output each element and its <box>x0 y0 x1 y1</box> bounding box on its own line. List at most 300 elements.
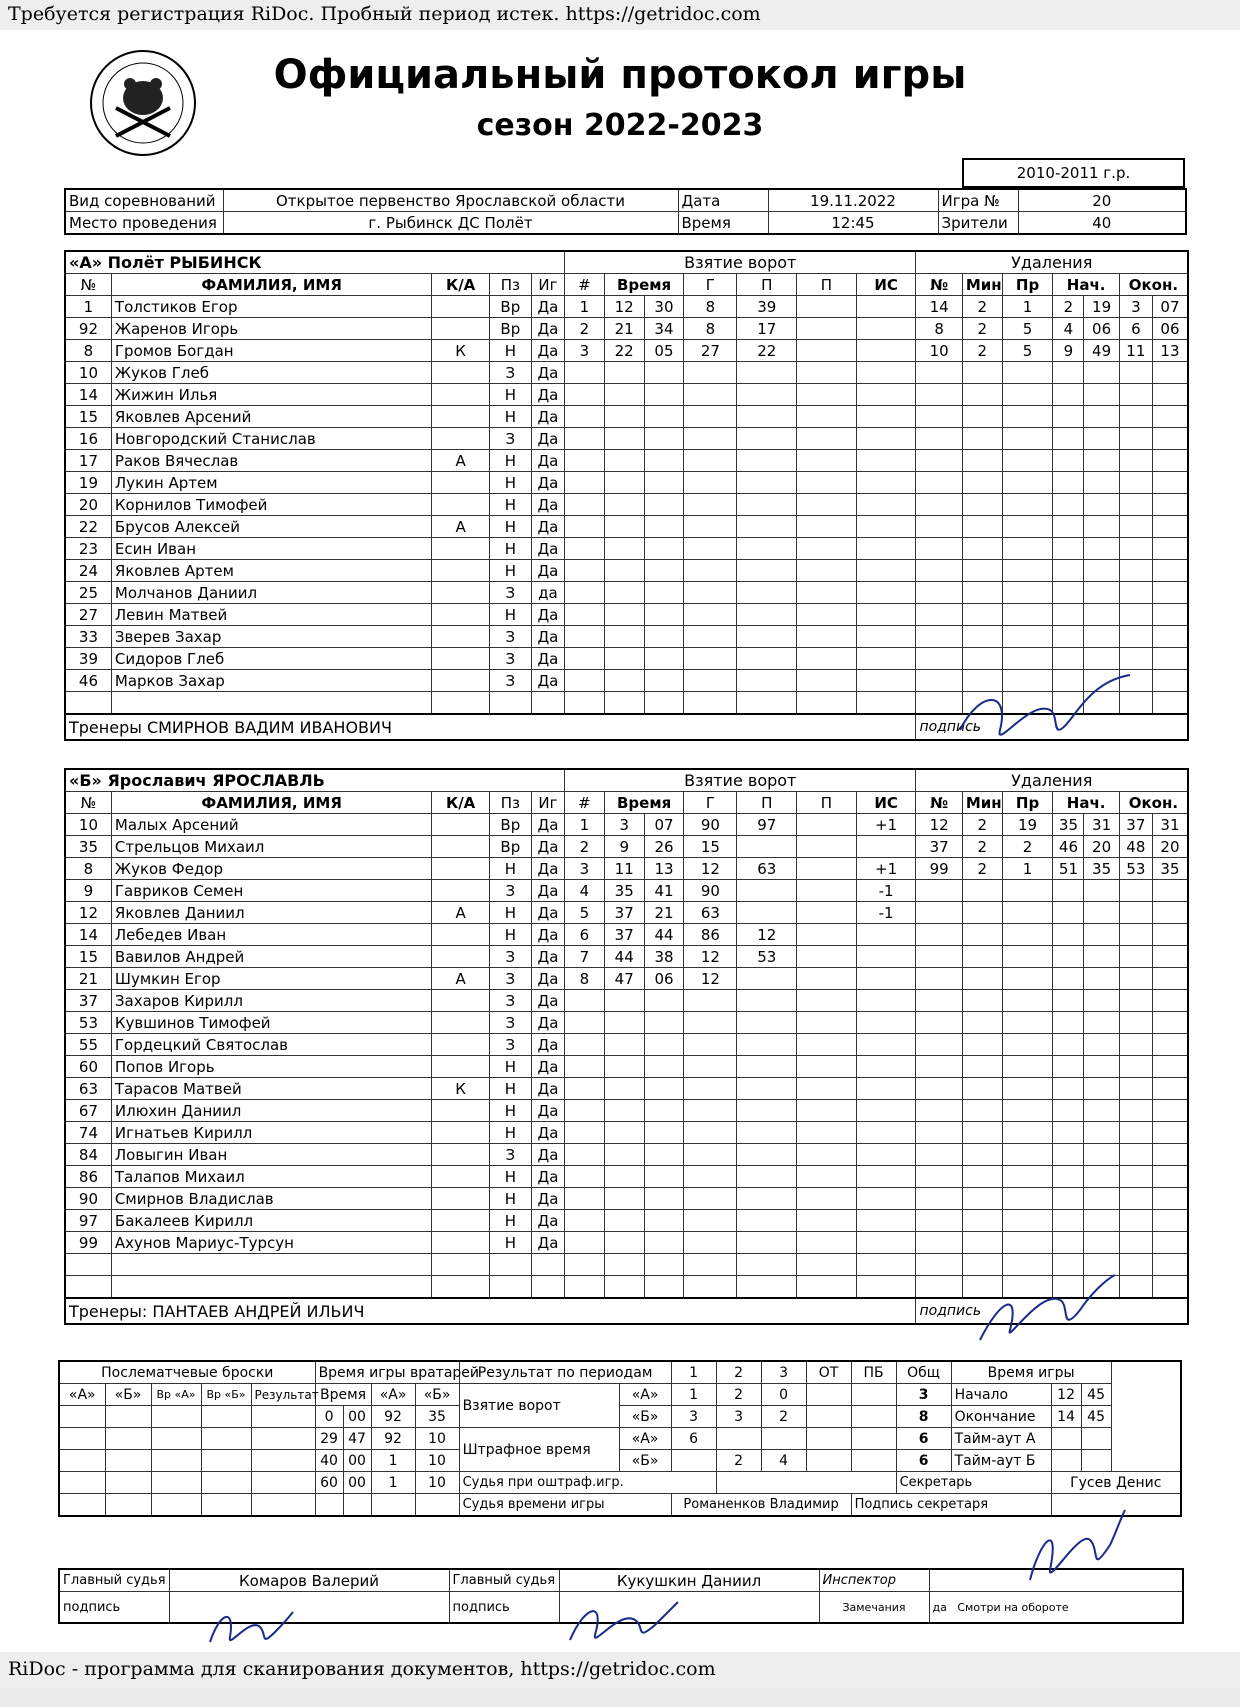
pen-no-header: № <box>916 792 962 814</box>
penalty-end-sec <box>1152 604 1188 626</box>
gk-row-2-a: 92 <box>371 1428 415 1450</box>
chief-referee-label-1: Главный судья <box>59 1569 169 1592</box>
penalty-player <box>916 1078 962 1100</box>
penalty-end-sec <box>1152 692 1188 715</box>
penalty-end-sec <box>1152 946 1188 968</box>
player-played: Да <box>531 1122 564 1144</box>
goal-assist-1 <box>737 494 797 516</box>
player-row <box>65 880 1188 902</box>
player-position: Н <box>489 1078 531 1100</box>
player-number: 14 <box>65 924 111 946</box>
goal-number <box>565 406 605 428</box>
player-row <box>65 538 1188 560</box>
goal-number <box>565 494 605 516</box>
goal-assist-1 <box>737 1012 797 1034</box>
player-captain <box>432 670 489 692</box>
game-no-value: 20 <box>1018 189 1186 212</box>
player-played: Да <box>531 990 564 1012</box>
goal-assist-1 <box>737 990 797 1012</box>
goal-scorer <box>684 1276 737 1299</box>
player-captain: К <box>432 1078 489 1100</box>
penalty-player: 8 <box>916 318 962 340</box>
chief-referee-1: Комаров Валерий <box>169 1569 449 1592</box>
goal-situation <box>856 626 916 648</box>
goal-situation <box>856 560 916 582</box>
penalty-minutes <box>962 946 1002 968</box>
player-row <box>65 858 1188 880</box>
penalty-start-min: 4 <box>1053 318 1084 340</box>
penalty-minutes: 2 <box>962 814 1002 836</box>
penalty-player <box>916 1100 962 1122</box>
player-captain <box>432 1232 489 1254</box>
penalty-player: 14 <box>916 296 962 318</box>
penalty-start-min <box>1053 450 1084 472</box>
player-captain: А <box>432 450 489 472</box>
date-label: Дата <box>678 189 768 212</box>
penalty-player <box>916 1056 962 1078</box>
penalty-player <box>916 648 962 670</box>
penalty-start-min <box>1053 648 1084 670</box>
goal-number: 6 <box>565 924 605 946</box>
goal-second <box>644 1122 684 1144</box>
pen-pr-header: Пр <box>1002 792 1053 814</box>
goal-situation: +1 <box>856 814 916 836</box>
player-number: 21 <box>65 968 111 990</box>
player-position: Н <box>489 902 531 924</box>
penalty-minutes <box>962 968 1002 990</box>
start-label: Начало <box>951 1384 1051 1406</box>
penalty-end-sec <box>1152 384 1188 406</box>
timeout-a-label: Тайм-аут А <box>951 1428 1051 1450</box>
goal-situation-header: ИС <box>856 274 916 296</box>
player-row <box>65 1122 1188 1144</box>
goal-second <box>644 648 684 670</box>
penalty-end-sec: 35 <box>1152 858 1188 880</box>
goal-scorer: 12 <box>684 946 737 968</box>
penalty-start-min <box>1053 1012 1084 1034</box>
penalty-start-min <box>1053 924 1084 946</box>
penalty-minutes <box>962 1078 1002 1100</box>
goal-second: 44 <box>644 924 684 946</box>
player-number: 1 <box>65 296 111 318</box>
player-name: Корнилов Тимофей <box>111 494 431 516</box>
player-played: Да <box>531 1078 564 1100</box>
penalty-player <box>916 924 962 946</box>
penalty-reason: 5 <box>1002 318 1053 340</box>
goal-situation <box>856 1232 916 1254</box>
player-row <box>65 924 1188 946</box>
penalty-start-min: 51 <box>1053 858 1084 880</box>
penalty-reason <box>1002 1100 1053 1122</box>
player-position: Н <box>489 340 531 362</box>
penalty-start-sec <box>1084 880 1119 902</box>
penalty-player <box>916 406 962 428</box>
goal-assist-2 <box>797 1122 857 1144</box>
penalty-player <box>916 1166 962 1188</box>
penalty-end-min <box>1119 560 1152 582</box>
player-played: Да <box>531 1012 564 1034</box>
penalty-minutes <box>962 384 1002 406</box>
goal-time-header: Время <box>604 274 684 296</box>
goal-number <box>565 1276 605 1299</box>
penalty-reason <box>1002 648 1053 670</box>
penalty-player <box>916 428 962 450</box>
goals-b-p1: 3 <box>671 1406 716 1428</box>
gk-b-header: «Б» <box>415 1384 459 1406</box>
penalty-minutes <box>962 880 1002 902</box>
penalty-start-sec <box>1084 538 1119 560</box>
goal-assist-2 <box>797 990 857 1012</box>
goal-number: 1 <box>565 296 605 318</box>
goal-minute <box>604 538 644 560</box>
goals-b-total: 8 <box>896 1406 951 1428</box>
pim-a-total: 6 <box>896 1428 951 1450</box>
goal-assist-2 <box>797 946 857 968</box>
goal-situation <box>856 1210 916 1232</box>
penalty-player <box>916 1188 962 1210</box>
penalty-end-min <box>1119 472 1152 494</box>
penalty-end-min <box>1119 1188 1152 1210</box>
gk-row-2-s: 47 <box>343 1428 371 1450</box>
player-captain <box>432 428 489 450</box>
penalty-start-sec: 19 <box>1084 296 1119 318</box>
player-captain <box>432 814 489 836</box>
venue-label: Место проведения <box>65 212 223 235</box>
penalty-end-sec <box>1152 560 1188 582</box>
penalty-end-sec <box>1152 990 1188 1012</box>
penalty-start-min <box>1053 362 1084 384</box>
goal-assist-1: 22 <box>737 340 797 362</box>
goal-minute <box>604 990 644 1012</box>
penalty-end-min <box>1119 1144 1152 1166</box>
player-row <box>65 990 1188 1012</box>
penalty-start-sec <box>1084 626 1119 648</box>
player-captain <box>432 1276 489 1299</box>
penalty-reason <box>1002 472 1053 494</box>
player-captain <box>432 1034 489 1056</box>
goal-number <box>565 428 605 450</box>
penalty-start-min <box>1053 516 1084 538</box>
penalty-player <box>916 516 962 538</box>
goal-situation <box>856 1166 916 1188</box>
goals-b-p2: 3 <box>716 1406 761 1428</box>
goal-minute <box>604 582 644 604</box>
player-number: 17 <box>65 450 111 472</box>
pim-b-p2: 2 <box>716 1450 761 1472</box>
periods-title: Результат по периодам <box>459 1361 671 1384</box>
player-row <box>65 318 1188 340</box>
team_a-name: «А» Полёт РЫБИНСК <box>65 251 565 274</box>
penalty-player <box>916 560 962 582</box>
player-position: Н <box>489 560 531 582</box>
penalty-start-sec <box>1084 946 1119 968</box>
gk-row-1-a: 92 <box>371 1406 415 1428</box>
goal-minute: 35 <box>604 880 644 902</box>
player-captain <box>432 990 489 1012</box>
penalty-player <box>916 1034 962 1056</box>
goal-assist-1 <box>737 1122 797 1144</box>
goal-second <box>644 472 684 494</box>
goal-scorer <box>684 1210 737 1232</box>
penalty-start-sec: 35 <box>1084 858 1119 880</box>
penalty-end-min <box>1119 516 1152 538</box>
player-row <box>65 1210 1188 1232</box>
signature-label-1: подпись <box>59 1592 169 1624</box>
period-2-header: 2 <box>716 1361 761 1384</box>
penalty-end-min <box>1119 1166 1152 1188</box>
player-name: Вавилов Андрей <box>111 946 431 968</box>
player-position <box>489 1254 531 1276</box>
goal-assist-2 <box>797 428 857 450</box>
player-number: 97 <box>65 1210 111 1232</box>
player-number: 55 <box>65 1034 111 1056</box>
player-row <box>65 1056 1188 1078</box>
goal-minute: 11 <box>604 858 644 880</box>
date-value: 19.11.2022 <box>768 189 938 212</box>
player-position: Н <box>489 1210 531 1232</box>
player-row <box>65 1034 1188 1056</box>
goal-assist1-header: П <box>737 274 797 296</box>
penalty-minutes: 2 <box>962 340 1002 362</box>
goal-number <box>565 670 605 692</box>
penalty-player <box>916 1144 962 1166</box>
player-played: Да <box>531 340 564 362</box>
goal-second <box>644 1034 684 1056</box>
penalty-start-min <box>1053 968 1084 990</box>
pim-a-p1: 6 <box>671 1428 716 1450</box>
goal-assist-1 <box>737 362 797 384</box>
player-row <box>65 836 1188 858</box>
goal-situation: -1 <box>856 902 916 924</box>
gk-row-2-m: 29 <box>315 1428 343 1450</box>
player-number: 8 <box>65 858 111 880</box>
time-label: Время <box>678 212 768 235</box>
player-name: Марков Захар <box>111 670 431 692</box>
player-name: Бакалеев Кирилл <box>111 1210 431 1232</box>
gk-time-header: Время <box>315 1384 371 1406</box>
goal-assist-2 <box>797 1056 857 1078</box>
goal-assist-2 <box>797 538 857 560</box>
goal-minute <box>604 384 644 406</box>
penalty-start-min <box>1053 560 1084 582</box>
player-position: Н <box>489 1100 531 1122</box>
goal-second <box>644 1210 684 1232</box>
player-name: Брусов Алексей <box>111 516 431 538</box>
penalty-player <box>916 494 962 516</box>
player-row <box>65 814 1188 836</box>
penalty-start-min <box>1053 604 1084 626</box>
goal-assist-1 <box>737 428 797 450</box>
pen-start-header: Нач. <box>1053 274 1119 296</box>
player-name: Малых Арсений <box>111 814 431 836</box>
penalty-player <box>916 362 962 384</box>
col-name-header: ФАМИЛИЯ, ИМЯ <box>111 792 431 814</box>
penalty-end-min <box>1119 1232 1152 1254</box>
player-captain <box>432 1254 489 1276</box>
player-captain <box>432 472 489 494</box>
goal-second <box>644 1254 684 1276</box>
goal-scorer <box>684 582 737 604</box>
spectators-value: 40 <box>1018 212 1186 235</box>
player-name: Молчанов Даниил <box>111 582 431 604</box>
player-row <box>65 406 1188 428</box>
penalty-reason <box>1002 1056 1053 1078</box>
player-position: З <box>489 648 531 670</box>
player-played: Да <box>531 494 564 516</box>
player-captain <box>432 648 489 670</box>
penalty-end-min <box>1119 538 1152 560</box>
player-played: Да <box>531 858 564 880</box>
gk-row-1-b: 35 <box>415 1406 459 1428</box>
penalty-start-sec <box>1084 560 1119 582</box>
pim-b-pb <box>851 1450 896 1472</box>
goal-assist-1 <box>737 902 797 924</box>
goal-number <box>565 1188 605 1210</box>
goal-number <box>565 1254 605 1276</box>
start-hour: 12 <box>1051 1384 1081 1406</box>
penalty-end-min <box>1119 946 1152 968</box>
goal-assist-2 <box>797 626 857 648</box>
goals-a-ot <box>806 1384 851 1406</box>
player-position: З <box>489 582 531 604</box>
goals-a-pb <box>851 1384 896 1406</box>
goal-scorer: 15 <box>684 836 737 858</box>
penalty-start-min <box>1053 1144 1084 1166</box>
app-footer-banner: RiDoc - программа для сканирования документов, https://getridoc.com <box>0 1652 1240 1687</box>
player-captain <box>432 1012 489 1034</box>
player-name: Захаров Кирилл <box>111 990 431 1012</box>
penalty-end-min <box>1119 1078 1152 1100</box>
player-position: З <box>489 1012 531 1034</box>
signature-chief-2 <box>560 1590 680 1650</box>
goal-assist-2 <box>797 814 857 836</box>
col-name-header: ФАМИЛИЯ, ИМЯ <box>111 274 431 296</box>
gk-row-3-m: 40 <box>315 1450 343 1472</box>
team_a-signature-label: подпись <box>916 714 1188 740</box>
player-row <box>65 626 1188 648</box>
game-time-title: Время игры <box>951 1361 1111 1384</box>
goal-minute <box>604 670 644 692</box>
penalty-player <box>916 990 962 1012</box>
so-b-header: «Б» <box>105 1384 151 1406</box>
goal-scorer <box>684 428 737 450</box>
player-position: Н <box>489 538 531 560</box>
penalty-end-min <box>1119 1276 1152 1299</box>
venue-value: г. Рыбинск ДС Полёт <box>223 212 678 235</box>
goal-scorer <box>684 1144 737 1166</box>
team_a-coaches: Тренеры СМИРНОВ ВАДИМ ИВАНОВИЧ <box>65 714 916 740</box>
penalty-end-min <box>1119 924 1152 946</box>
goal-second <box>644 670 684 692</box>
penalty-reason <box>1002 1012 1053 1034</box>
player-number: 19 <box>65 472 111 494</box>
goal-minute: 37 <box>604 924 644 946</box>
goal-number: 1 <box>565 814 605 836</box>
goal-assist-2 <box>797 1144 857 1166</box>
goal-situation <box>856 1012 916 1034</box>
penalty-reason <box>1002 362 1053 384</box>
goal-assist-1 <box>737 1034 797 1056</box>
penalty-reason <box>1002 406 1053 428</box>
goal-assist-2 <box>797 494 857 516</box>
penalty-reason <box>1002 384 1053 406</box>
penalty-start-sec <box>1084 428 1119 450</box>
goal-second <box>644 626 684 648</box>
penalty-player <box>916 1122 962 1144</box>
player-played: Да <box>531 1188 564 1210</box>
penalty-minutes <box>962 516 1002 538</box>
player-name <box>111 1276 431 1299</box>
player-name: Смирнов Владислав <box>111 1188 431 1210</box>
penalty-minutes <box>962 472 1002 494</box>
goal-assist-2 <box>797 582 857 604</box>
player-captain <box>432 582 489 604</box>
player-row <box>65 968 1188 990</box>
penalty-minutes <box>962 428 1002 450</box>
player-number: 24 <box>65 560 111 582</box>
player-played: Да <box>531 968 564 990</box>
player-position: Н <box>489 924 531 946</box>
player-played: Да <box>531 670 564 692</box>
penalty-start-min <box>1053 494 1084 516</box>
secretary-sign-label: Подпись секретаря <box>851 1494 1051 1517</box>
penalty-start-min: 2 <box>1053 296 1084 318</box>
penalty-start-min <box>1053 1166 1084 1188</box>
penalty-start-min <box>1053 428 1084 450</box>
penalty-minutes <box>962 1012 1002 1034</box>
penalty-reason <box>1002 428 1053 450</box>
player-position: З <box>489 1034 531 1056</box>
goal-second <box>644 1056 684 1078</box>
goal-assist-1 <box>737 1210 797 1232</box>
player-position: Вр <box>489 836 531 858</box>
pim-a-pb <box>851 1428 896 1450</box>
goal-scorer <box>684 604 737 626</box>
goal-situation <box>856 340 916 362</box>
player-name: Жуков Федор <box>111 858 431 880</box>
penalty-minutes <box>962 1166 1002 1188</box>
goal-assist-1 <box>737 406 797 428</box>
goal-situation <box>856 836 916 858</box>
goal-assist-1 <box>737 604 797 626</box>
goal-minute <box>604 450 644 472</box>
goal-minute <box>604 1078 644 1100</box>
penalty-start-sec <box>1084 362 1119 384</box>
goal-second <box>644 428 684 450</box>
goal-assist-1 <box>737 1188 797 1210</box>
goal-time-header: Время <box>604 792 684 814</box>
goal-assist-2 <box>797 362 857 384</box>
player-row <box>65 946 1188 968</box>
goal-minute <box>604 516 644 538</box>
goal-second <box>644 1012 684 1034</box>
secretary-name: Гусев Денис <box>1051 1472 1181 1494</box>
goal-second: 34 <box>644 318 684 340</box>
player-played: Да <box>531 560 564 582</box>
goal-assist-1 <box>737 1056 797 1078</box>
player-captain: А <box>432 516 489 538</box>
player-number: 23 <box>65 538 111 560</box>
player-name: Новгородский Станислав <box>111 428 431 450</box>
player-row <box>65 604 1188 626</box>
player-name: Жижин Илья <box>111 384 431 406</box>
end-hour: 14 <box>1051 1406 1081 1428</box>
goal-minute <box>604 1254 644 1276</box>
goal-assist-2 <box>797 670 857 692</box>
penalty-minutes <box>962 406 1002 428</box>
goal-situation <box>856 1078 916 1100</box>
penalty-start-min <box>1053 1100 1084 1122</box>
